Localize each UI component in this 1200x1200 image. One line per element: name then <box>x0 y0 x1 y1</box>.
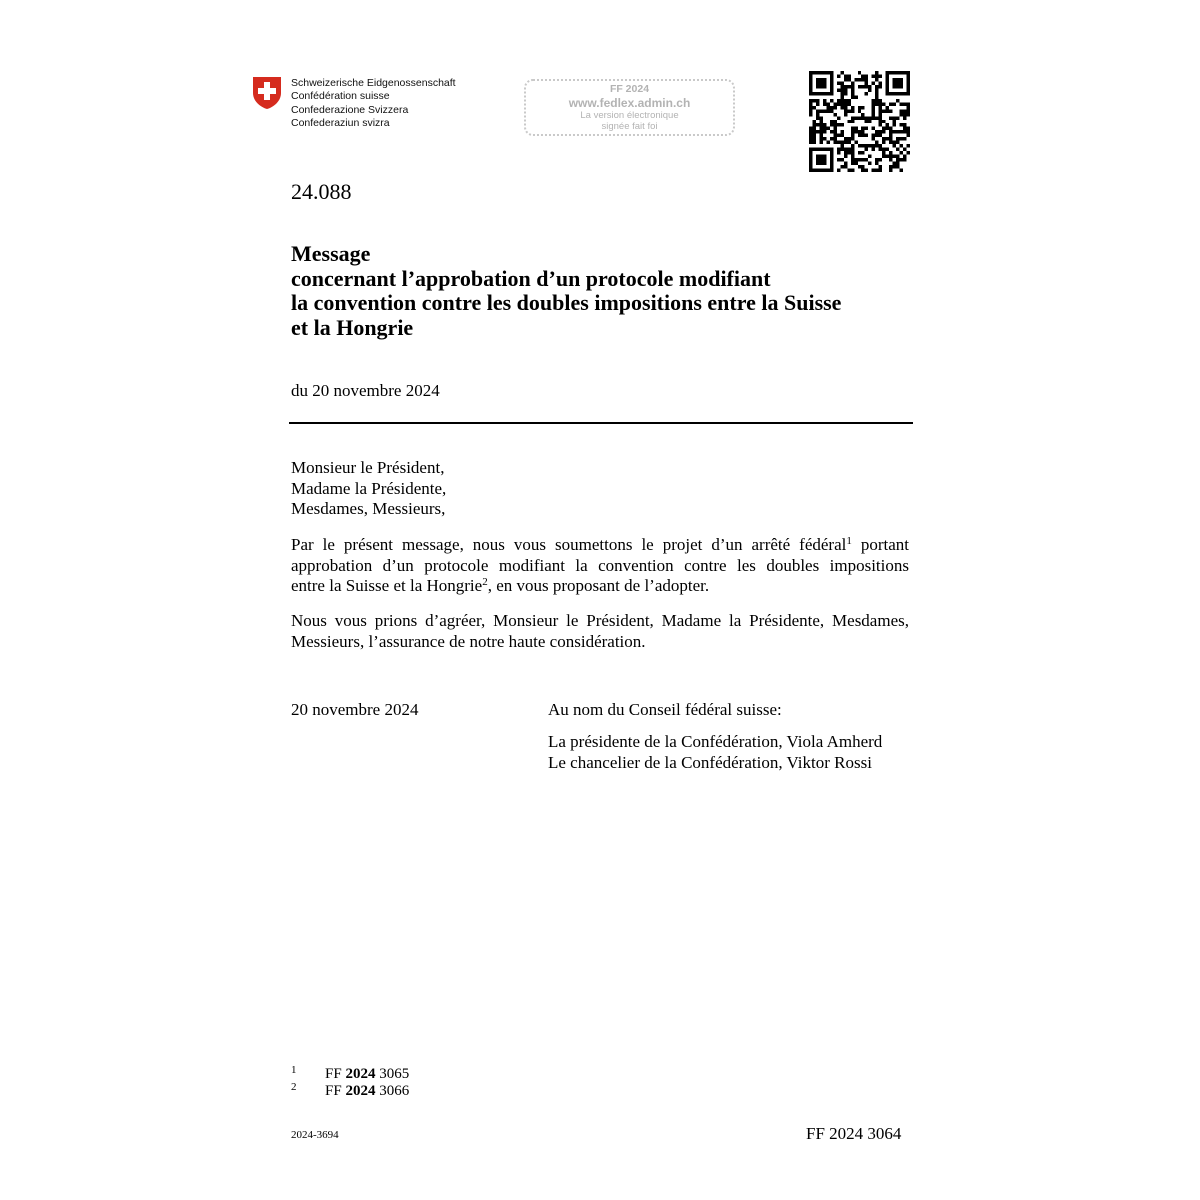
paragraph-line <box>291 576 909 597</box>
document-id: 2024-3694 <box>291 1129 339 1141</box>
swiss-flag-icon <box>252 76 282 110</box>
paragraph-line: approbation d’un protocole modifiant la convention contre les doubles impositions <box>291 555 909 575</box>
confederation-name-fr: Confédération suisse <box>291 90 390 103</box>
signatory-president: La présidente de la Confédération, Viola Amherd <box>548 732 883 751</box>
qr-code-icon <box>809 71 910 172</box>
signatory-chancellor: Le chancelier de la Confédération, Viktor Rossi <box>548 752 872 772</box>
salutation-line: Monsieur le Président, <box>291 458 445 477</box>
footnote-number: 2 <box>291 1081 297 1093</box>
footnote-ref-1[interactable]: 1 <box>846 535 852 547</box>
divider <box>289 422 913 424</box>
title-line: la convention contre les doubles impositions entre la Suisse <box>291 290 842 315</box>
footnote-year: 2024 <box>345 1083 376 1099</box>
signatories <box>548 732 882 773</box>
title-line: Message <box>291 241 371 266</box>
paragraph-line: Nous vous prions d’agréer, Monsieur le Président, Madame la Présidente, Mesdames, <box>291 611 909 630</box>
footnote-page: 3065 <box>375 1066 410 1082</box>
salutation-line: Mesdames, Messieurs, <box>291 499 446 519</box>
paragraph-text: Par le présent message, nous vous soumettons le projet d’un arrêté fédéral <box>291 535 847 554</box>
paragraph-text: entre la Suisse et la Hongrie <box>291 576 483 596</box>
confederation-name-de: Schweizerische Eidgenossenschaft <box>291 77 456 89</box>
paragraph-closing <box>291 611 909 652</box>
page-reference: FF 2024 3064 <box>806 1124 902 1143</box>
paragraph-line: Messieurs, l’assurance de notre haute considération. <box>291 631 646 651</box>
footnote-number: 1 <box>291 1064 297 1076</box>
stamp-line-2: www.fedlex.admin.ch <box>568 96 691 110</box>
signature-date: 20 novembre 2024 <box>291 700 419 719</box>
salutation <box>291 458 446 520</box>
paragraph-text: portant <box>851 535 909 554</box>
salutation-line: Madame la Présidente, <box>291 478 447 498</box>
document-title <box>291 242 841 340</box>
footnote-ref-2[interactable]: 2 <box>482 576 488 589</box>
footnote-prefix: FF <box>325 1083 346 1099</box>
stamp-line-4: signée fait foi <box>601 121 658 132</box>
signature-council: Au nom du Conseil fédéral suisse: <box>548 700 782 719</box>
confederation-name-rm: Confederaziun svizra <box>291 117 390 130</box>
stamp-line-1: FF 2024 <box>609 83 650 95</box>
paragraph-submission <box>291 535 909 597</box>
footnote-page: 3066 <box>375 1083 410 1099</box>
footnote-year: 2024 <box>345 1066 376 1082</box>
confederation-names <box>291 77 456 131</box>
paragraph-line <box>291 535 909 556</box>
footnote-prefix: FF <box>325 1066 346 1082</box>
title-line: concernant l’approbation d’un protocole modifiant <box>291 265 771 291</box>
footnote-2 <box>291 1079 409 1100</box>
confederation-name-it: Confederazione Svizzera <box>291 103 409 116</box>
document-date: du 20 novembre 2024 <box>291 381 440 400</box>
document-number: 24.088 <box>291 179 352 204</box>
stamp-line-3: La version électronique <box>580 110 679 121</box>
paragraph-text: , en vous proposant de l’adopter. <box>487 576 710 596</box>
title-line: et la Hongrie <box>291 314 414 340</box>
electronic-signature-stamp <box>524 79 735 136</box>
